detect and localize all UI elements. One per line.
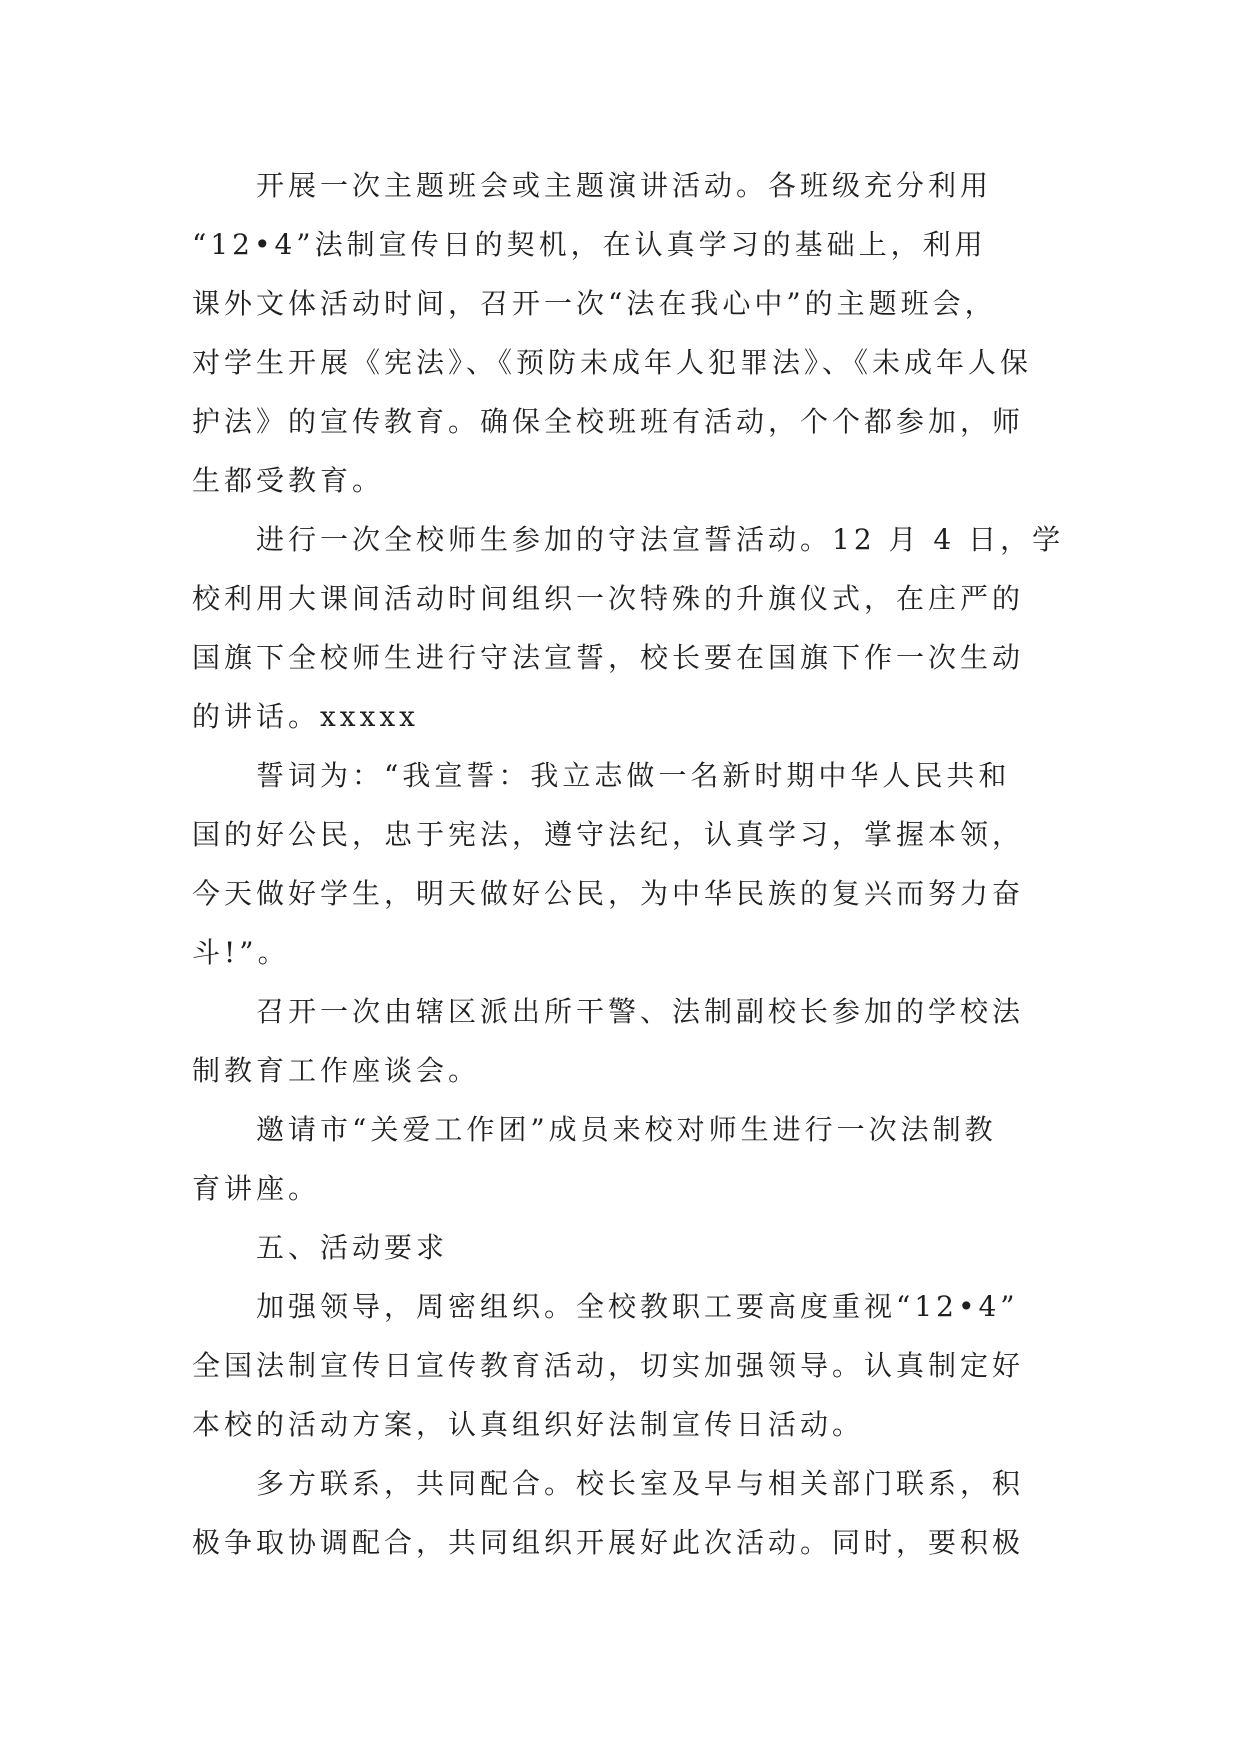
text-line: 加强领导，周密组织。全校教职工要高度重视“12•4”: [256, 1290, 1019, 1323]
paragraph-leadership: [192, 1277, 1052, 1454]
text-line: 制教育工作座谈会。: [192, 1054, 481, 1087]
text-line: 校利用大课间活动时间组织一次特殊的升旗仪式，在庄严的: [192, 582, 1025, 615]
paragraph-class-meeting: [192, 156, 1052, 510]
paragraph-lecture: [192, 1100, 1052, 1218]
section-heading-requirements: [192, 1218, 1052, 1277]
section-heading: 五、活动要求: [256, 1231, 449, 1264]
text-line: 对学生开展《宪法》、《预防未成年人犯罪法》、《未成年人保: [192, 346, 1033, 379]
paragraph-oath-text: [192, 746, 1052, 982]
paragraph-symposium: [192, 982, 1052, 1100]
paragraph-cooperation: [192, 1454, 1052, 1572]
text-line: 育讲座。: [192, 1172, 321, 1205]
text-line: 今天做好学生，明天做好公民，为中华民族的复兴而努力奋: [192, 877, 1025, 910]
paragraph-oath-activity: [192, 510, 1065, 746]
text-line: 全国法制宣传日宣传教育活动，切实加强领导。认真制定好: [192, 1349, 1025, 1382]
text-line: 的讲话。xxxxx: [192, 700, 419, 733]
text-line: 护法》的宣传教育。确保全校班班有活动，个个都参加，师: [192, 405, 1025, 438]
text-line: 课外文体活动时间，召开一次“法在我心中”的主题班会，: [192, 287, 997, 320]
text-line: 国旗下全校师生进行守法宣誓，校长要在国旗下作一次生动: [192, 641, 1025, 674]
text-line: 本校的活动方案，认真组织好法制宣传日活动。: [192, 1408, 865, 1441]
text-line: 多方联系，共同配合。校长室及早与相关部门联系，积: [256, 1467, 1025, 1500]
text-line: 斗!”。: [192, 936, 290, 969]
text-line: 国的好公民，忠于宪法，遵守法纪，认真学习，掌握本领，: [192, 818, 1025, 851]
document-body: [192, 156, 1065, 1572]
text-line: 誓词为：“我宣誓：我立志做一名新时期中华人民共和: [256, 759, 1011, 792]
text-line: 邀请市“关爱工作团”成员来校对师生进行一次法制教: [256, 1113, 997, 1146]
text-line: “12•4”法制宣传日的契机，在认真学习的基础上，利用: [192, 228, 987, 261]
text-line: 进行一次全校师生参加的守法宣誓活动。12 月 4 日，学: [256, 523, 1065, 556]
text-line: 开展一次主题班会或主题演讲活动。各班级充分利用: [256, 169, 993, 202]
text-line: 召开一次由辖区派出所干警、法制副校长参加的学校法: [256, 995, 1025, 1028]
text-line: 生都受教育。: [192, 464, 385, 497]
text-line: 极争取协调配合，共同组织开展好此次活动。同时，要积极: [192, 1526, 1025, 1559]
